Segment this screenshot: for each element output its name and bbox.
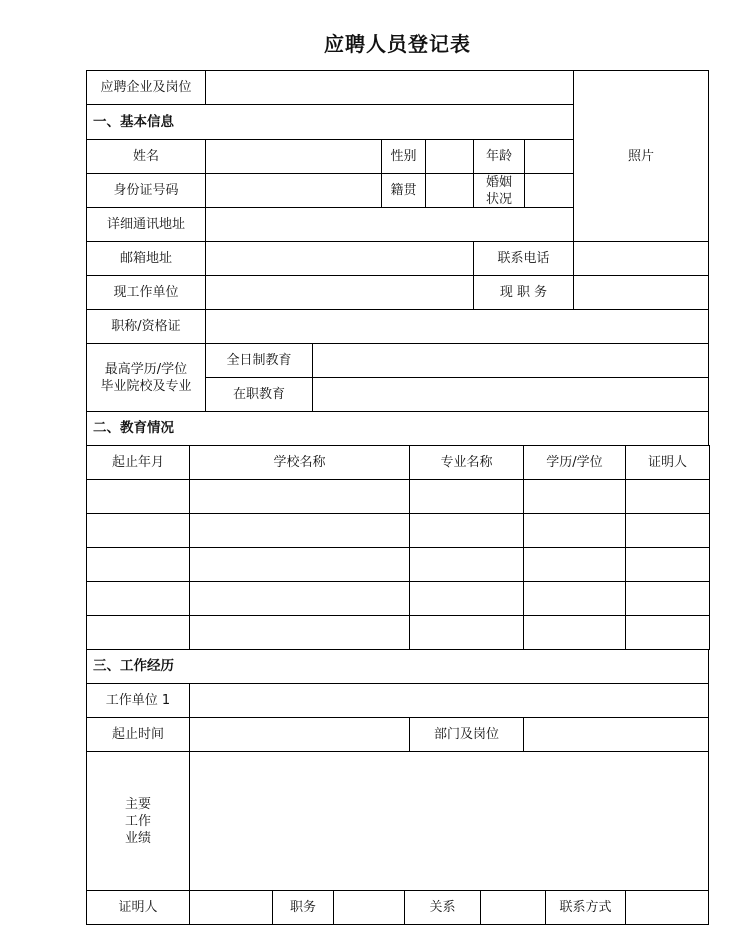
- label-marital-status-text: 婚姻 状况: [485, 174, 512, 207]
- marital-status-field[interactable]: [524, 173, 574, 208]
- label-address-text: 详细通讯地址: [106, 217, 185, 232]
- edu-period-field[interactable]: [86, 547, 190, 582]
- edu-degree-field[interactable]: [523, 581, 626, 616]
- label-phone-text: 联系电话: [497, 251, 550, 266]
- edu-school-field[interactable]: [189, 547, 410, 582]
- label-employer: [86, 683, 190, 718]
- edu-header-school-text: 学校名称: [273, 455, 326, 470]
- edu-header-period: [86, 445, 190, 480]
- referee-field[interactable]: [189, 890, 273, 925]
- label-dept-position-text: 部门及岗位: [433, 727, 499, 742]
- label-achievements: [86, 751, 190, 891]
- edu-degree-field[interactable]: [523, 547, 626, 582]
- label-period: [86, 717, 190, 752]
- label-parttime-text: 在职教育: [232, 387, 285, 402]
- current-position-field[interactable]: [573, 275, 709, 310]
- label-native-place: [381, 173, 426, 208]
- edu-referee-field[interactable]: [625, 581, 710, 616]
- edu-referee-field[interactable]: [625, 513, 710, 548]
- ref-position-field[interactable]: [333, 890, 405, 925]
- label-name-text: 姓名: [132, 149, 159, 164]
- edu-header-referee-text: 证明人: [647, 455, 687, 470]
- label-age-text: 年龄: [485, 149, 512, 164]
- label-referee: [86, 890, 190, 925]
- name-field[interactable]: [205, 139, 382, 174]
- label-id-number: [86, 173, 206, 208]
- dept-position-field[interactable]: [523, 717, 709, 752]
- label-fulltime: [205, 343, 313, 378]
- label-achievements-text: 主要 工作 业绩: [124, 796, 151, 846]
- label-company-position: [86, 70, 206, 105]
- label-referee-text: 证明人: [118, 900, 158, 915]
- address-field[interactable]: [205, 207, 574, 242]
- edu-header-major: [409, 445, 524, 480]
- edu-referee-field[interactable]: [625, 479, 710, 514]
- label-ref-position: [272, 890, 334, 925]
- label-id-number-text: 身份证号码: [113, 183, 179, 198]
- photo-box: [573, 70, 709, 242]
- photo-box-text: 照片: [627, 148, 654, 164]
- label-name: [86, 139, 206, 174]
- parttime-field[interactable]: [312, 377, 709, 412]
- edu-major-field[interactable]: [409, 513, 524, 548]
- label-title-cert: [86, 309, 206, 344]
- edu-school-field[interactable]: [189, 615, 410, 650]
- edu-header-school: [189, 445, 410, 480]
- label-parttime: [205, 377, 313, 412]
- edu-major-field[interactable]: [409, 615, 524, 650]
- label-current-employer: [86, 275, 206, 310]
- edu-school-field[interactable]: [189, 581, 410, 616]
- label-contact-text: 联系方式: [559, 900, 612, 915]
- section-education: [86, 411, 709, 446]
- company-position-field[interactable]: [205, 70, 574, 105]
- achievements-field[interactable]: [189, 751, 709, 891]
- label-current-position: [473, 275, 574, 310]
- id-number-field[interactable]: [205, 173, 382, 208]
- email-field[interactable]: [205, 241, 474, 276]
- edu-referee-field[interactable]: [625, 615, 710, 650]
- gender-field[interactable]: [425, 139, 474, 174]
- label-ref-position-text: 职务: [289, 900, 316, 915]
- label-phone: [473, 241, 574, 276]
- label-highest-degree: [86, 343, 206, 412]
- label-gender: [381, 139, 426, 174]
- label-company-position-text: 应聘企业及岗位: [100, 80, 192, 95]
- period-field[interactable]: [189, 717, 410, 752]
- section-basic-info: [86, 104, 574, 140]
- label-current-position-text: 现 职 务: [499, 285, 548, 300]
- edu-header-referee: [625, 445, 710, 480]
- edu-header-period-text: 起止年月: [111, 455, 164, 470]
- edu-referee-field[interactable]: [625, 547, 710, 582]
- label-current-employer-text: 现工作单位: [113, 285, 179, 300]
- employer-field[interactable]: [189, 683, 709, 718]
- native-place-field[interactable]: [425, 173, 474, 208]
- edu-period-field[interactable]: [86, 479, 190, 514]
- phone-field[interactable]: [573, 241, 709, 276]
- label-highest-degree-text: 最高学历/学位 毕业院校及专业: [100, 361, 192, 394]
- fulltime-field[interactable]: [312, 343, 709, 378]
- label-dept-position: [409, 717, 524, 752]
- label-fulltime-text: 全日制教育: [226, 353, 292, 368]
- label-marital-status: [473, 173, 525, 208]
- page-title: 应聘人员登记表: [324, 32, 471, 56]
- edu-degree-field[interactable]: [523, 513, 626, 548]
- label-email-text: 邮箱地址: [119, 251, 172, 266]
- section-basic-info-text: 一、基本信息: [93, 113, 174, 130]
- age-field[interactable]: [524, 139, 574, 174]
- label-title-cert-text: 职称/资格证: [111, 319, 181, 334]
- edu-period-field[interactable]: [86, 513, 190, 548]
- current-employer-field[interactable]: [205, 275, 474, 310]
- edu-period-field[interactable]: [86, 615, 190, 650]
- label-period-text: 起止时间: [111, 727, 164, 742]
- edu-degree-field[interactable]: [523, 615, 626, 650]
- label-email: [86, 241, 206, 276]
- label-age: [473, 139, 525, 174]
- contact-field[interactable]: [625, 890, 709, 925]
- title-cert-field[interactable]: [205, 309, 709, 344]
- edu-header-major-text: 专业名称: [440, 455, 493, 470]
- edu-school-field[interactable]: [189, 513, 410, 548]
- label-address: [86, 207, 206, 242]
- edu-major-field[interactable]: [409, 547, 524, 582]
- label-relation: [404, 890, 481, 925]
- edu-major-field[interactable]: [409, 581, 524, 616]
- relation-field[interactable]: [480, 890, 546, 925]
- edu-school-field[interactable]: [189, 479, 410, 514]
- edu-header-degree-text: 学历/学位: [546, 455, 603, 470]
- label-gender-text: 性别: [390, 149, 417, 164]
- label-relation-text: 关系: [429, 900, 456, 915]
- edu-degree-field[interactable]: [523, 479, 626, 514]
- label-native-place-text: 籍贯: [390, 183, 417, 198]
- section-work: [86, 649, 709, 684]
- edu-major-field[interactable]: [409, 479, 524, 514]
- edu-period-field[interactable]: [86, 581, 190, 616]
- label-contact: [545, 890, 626, 925]
- section-work-text: 三、工作经历: [93, 658, 174, 674]
- section-education-text: 二、教育情况: [93, 420, 174, 436]
- edu-header-degree: [523, 445, 626, 480]
- label-employer-text: 工作单位 1: [105, 693, 171, 708]
